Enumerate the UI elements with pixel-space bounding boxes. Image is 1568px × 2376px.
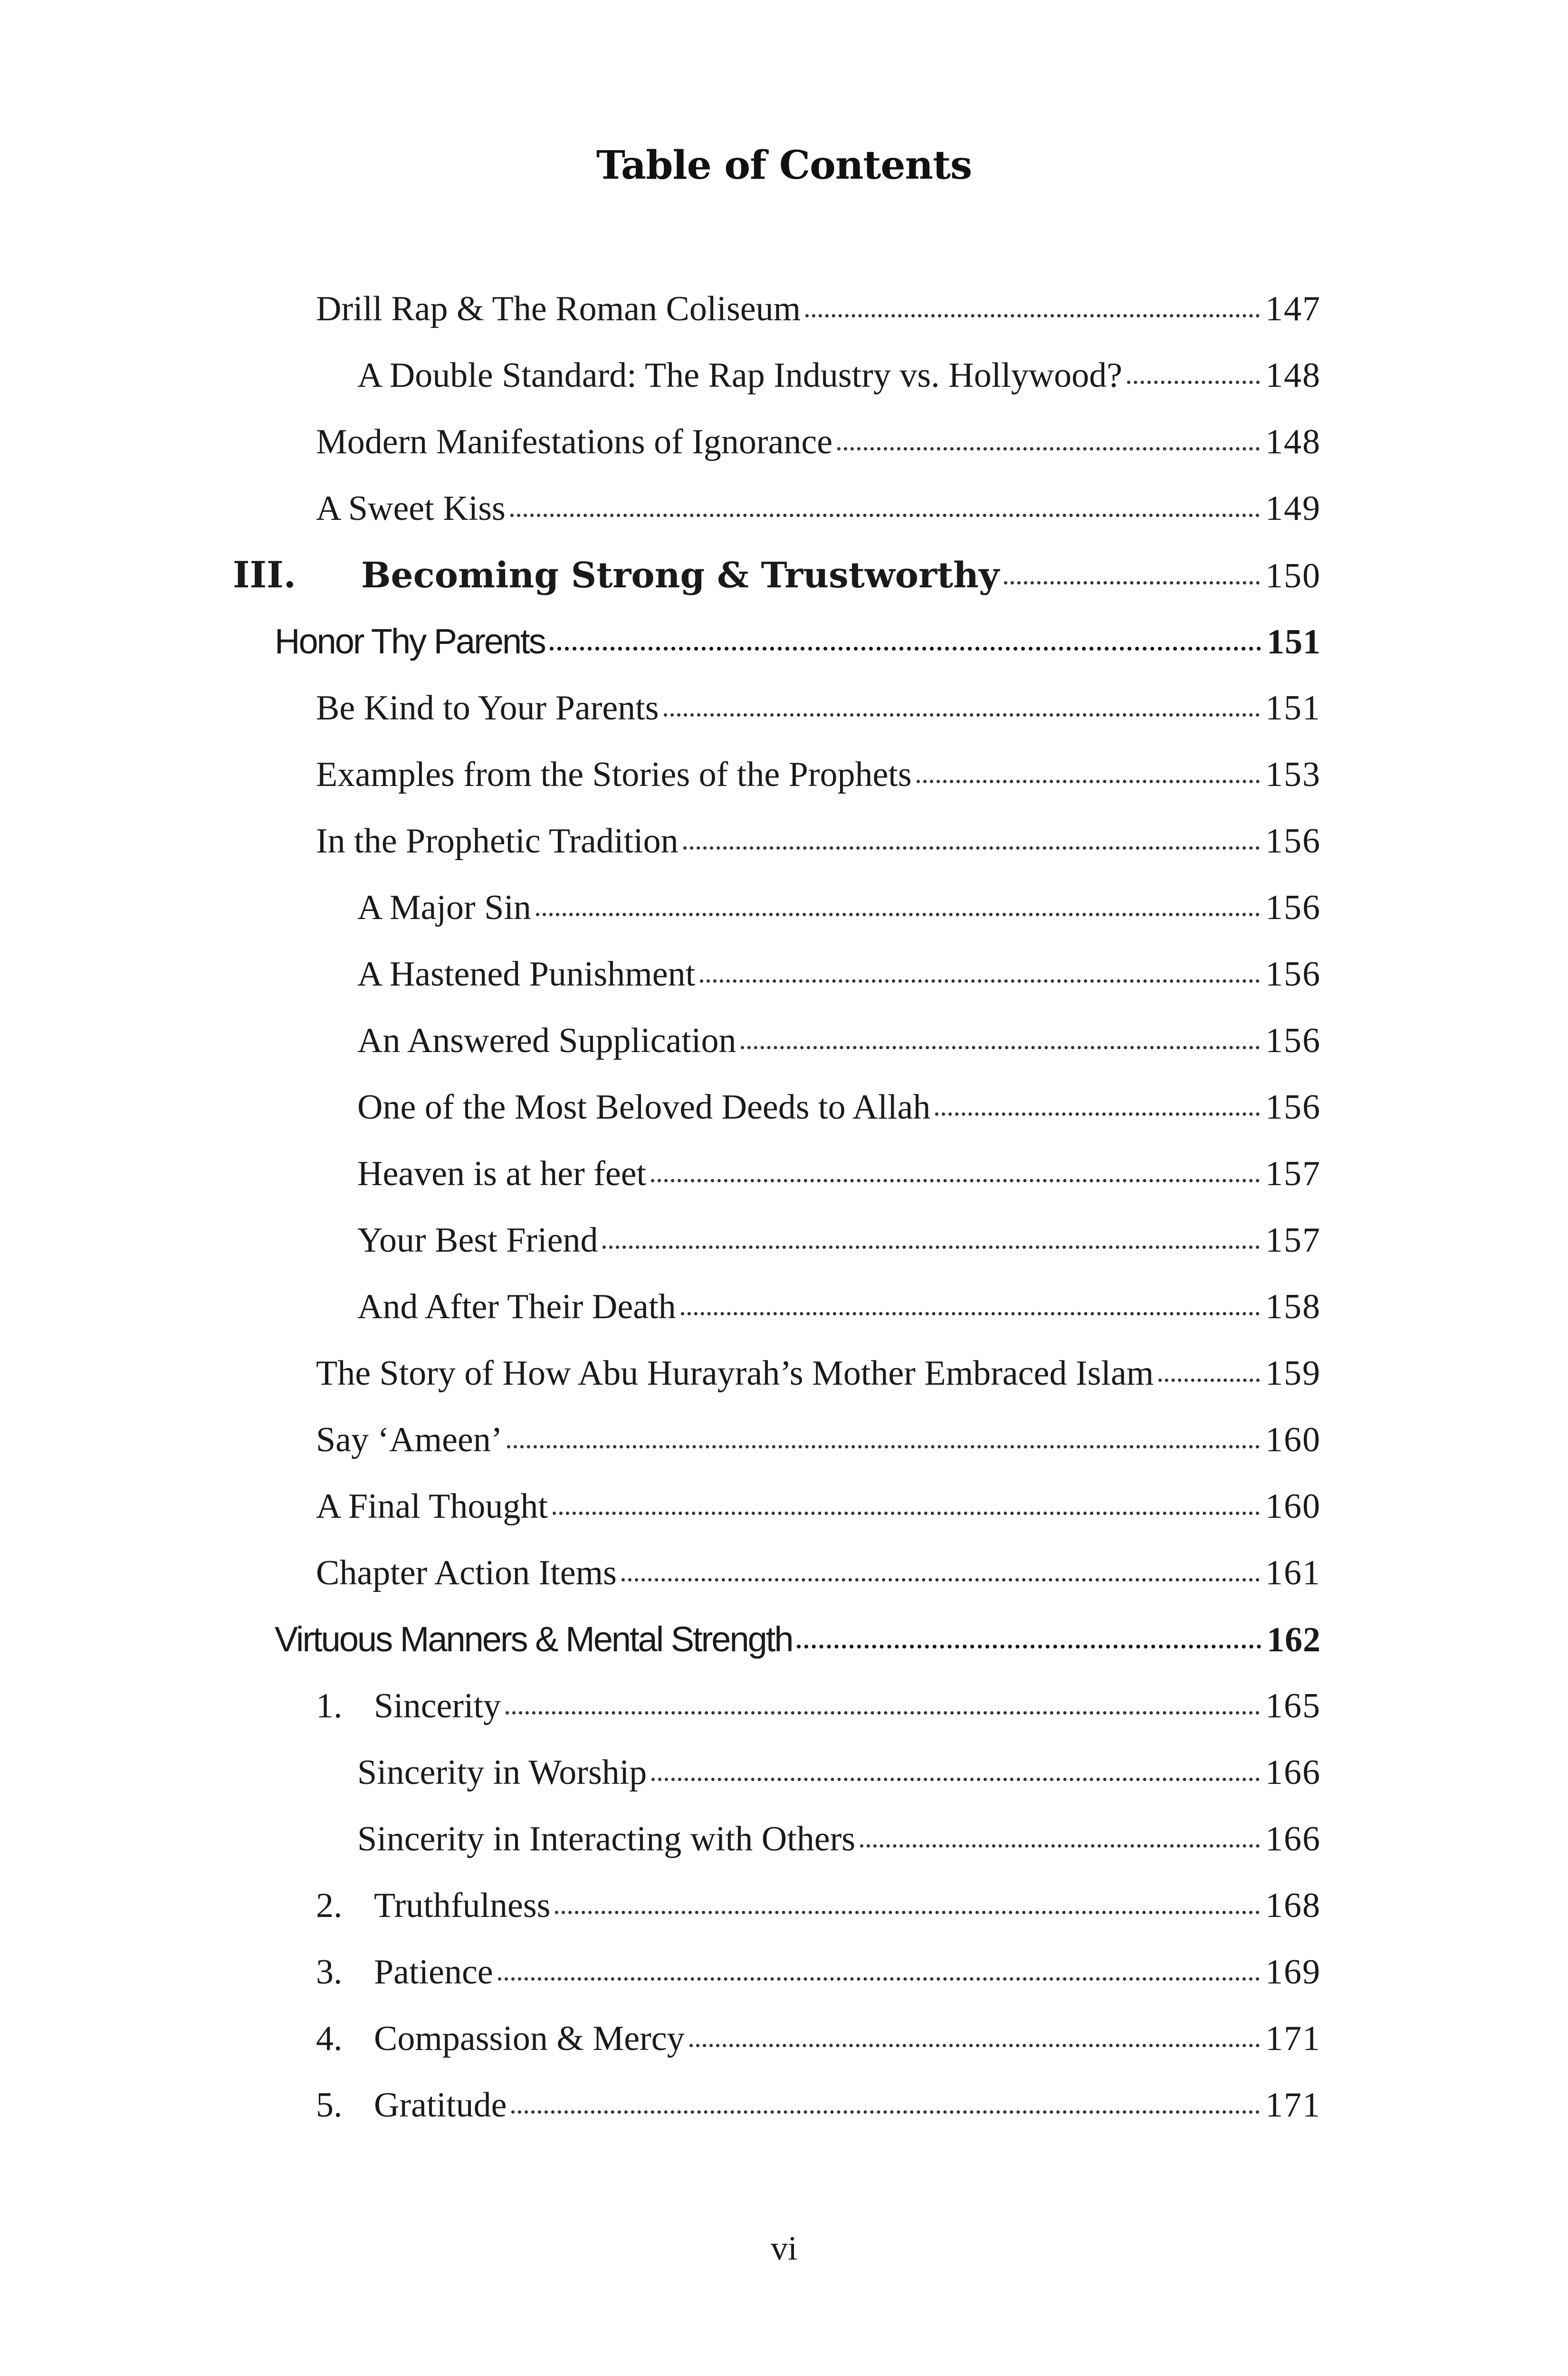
dot-leader: [935, 1111, 1260, 1116]
toc-entry-label: The Story of How Abu Hurayrah’s Mother Embraced Islam: [316, 1354, 1154, 1393]
toc-entry-label: Sincerity in Worship: [357, 1753, 647, 1792]
toc-entry-page: 151: [1267, 623, 1321, 661]
toc-numbered-entry[interactable]: [316, 2077, 1321, 2134]
toc-numbered-entry[interactable]: [316, 1877, 1321, 1934]
toc-entry[interactable]: [316, 1544, 1321, 1601]
toc-entry-page: 156: [1265, 1021, 1321, 1060]
toc-entry-page: 160: [1265, 1487, 1321, 1526]
toc-entry-label: Say ‘Ameen’: [316, 1420, 503, 1459]
toc-entry-page: 168: [1265, 1886, 1321, 1925]
toc-entry-label: Truthfulness: [374, 1886, 551, 1925]
dot-leader: [837, 446, 1260, 450]
dot-leader: [1158, 1378, 1260, 1382]
toc-entry[interactable]: [357, 1212, 1321, 1269]
toc-entry-label: Your Best Friend: [357, 1221, 598, 1260]
toc-entry-page: 157: [1265, 1221, 1321, 1260]
toc-entry-number: 5.: [316, 2086, 343, 2125]
dot-leader: [917, 779, 1260, 783]
dot-leader: [510, 513, 1260, 517]
dot-leader: [507, 1444, 1260, 1448]
dot-leader: [1004, 580, 1260, 584]
toc-entry-page: 169: [1265, 1953, 1321, 1992]
toc-entry-label: A Final Thought: [316, 1487, 548, 1526]
dot-leader: [664, 712, 1260, 717]
toc-entry-label: Drill Rap & The Roman Coliseum: [316, 289, 801, 328]
toc-entry[interactable]: [316, 1345, 1321, 1402]
dot-leader: [681, 1311, 1260, 1315]
toc-entry-page: 156: [1265, 888, 1321, 927]
toc-entry-page: 162: [1267, 1620, 1321, 1659]
toc-entry-label: Examples from the Stories of the Prophets: [316, 755, 912, 794]
toc-entry-label: An Answered Supplication: [357, 1021, 736, 1060]
toc-entry-label: Be Kind to Your Parents: [316, 689, 659, 728]
toc-entry[interactable]: [316, 746, 1321, 803]
toc-entry-page: 157: [1265, 1154, 1321, 1193]
toc-entry[interactable]: [316, 1411, 1321, 1468]
dot-leader: [621, 1577, 1260, 1581]
toc-entry-number: 4.: [316, 2019, 343, 2058]
toc-entry[interactable]: [357, 1278, 1321, 1335]
toc-entry[interactable]: [357, 347, 1321, 404]
toc-entry[interactable]: [316, 680, 1321, 737]
toc-part-entry[interactable]: [233, 546, 1321, 604]
toc-entry[interactable]: [357, 946, 1321, 1003]
dot-leader: [1127, 380, 1260, 384]
toc-entry-label: Sincerity: [374, 1686, 501, 1725]
toc-entry-page: 150: [1265, 556, 1321, 595]
toc-entry-number: 1.: [316, 1686, 343, 1725]
toc-numbered-entry[interactable]: [316, 1677, 1321, 1734]
dot-leader: [553, 1511, 1260, 1515]
toc-part-number: III.: [233, 554, 296, 596]
toc-entry-label: A Double Standard: The Rap Industry vs. Hollywood?: [357, 356, 1123, 395]
toc-entry-page: 151: [1265, 689, 1321, 728]
toc-entry[interactable]: [316, 480, 1321, 537]
toc-entry-number: 2.: [316, 1886, 343, 1925]
dot-leader: [700, 978, 1260, 983]
toc-entry[interactable]: [357, 1079, 1321, 1136]
toc-entry-label: Gratitude: [374, 2086, 507, 2125]
dot-leader: [511, 2109, 1260, 2114]
toc-entry-page: 147: [1265, 289, 1321, 328]
toc-chapter-entry[interactable]: [275, 1611, 1321, 1668]
toc-entry-label: Chapter Action Items: [316, 1553, 617, 1592]
dot-leader: [602, 1245, 1260, 1249]
toc-entry[interactable]: [357, 1811, 1321, 1868]
toc-entry[interactable]: [357, 1145, 1321, 1202]
toc-entry[interactable]: [316, 1478, 1321, 1535]
toc-entry-page: 149: [1265, 489, 1321, 528]
toc-entry[interactable]: [357, 879, 1321, 936]
toc-entry-page: 171: [1265, 2086, 1321, 2125]
toc-entry-label: A Major Sin: [357, 888, 531, 927]
toc-entry[interactable]: [316, 280, 1321, 337]
dot-leader: [651, 1777, 1260, 1781]
toc-entry-label: Honor Thy Parents: [275, 622, 545, 661]
toc-entry-label: Heaven is at her feet: [357, 1154, 647, 1193]
toc-numbered-entry[interactable]: [316, 1944, 1321, 2001]
toc-entry-page: 165: [1265, 1686, 1321, 1725]
dot-leader: [805, 313, 1260, 317]
toc-entry-page: 166: [1265, 1820, 1321, 1859]
toc-entry-page: 166: [1265, 1753, 1321, 1792]
toc-entry-label: Virtuous Manners & Mental Strength: [275, 1619, 793, 1659]
page-number: vi: [770, 2229, 797, 2267]
toc-entry-page: 171: [1265, 2019, 1321, 2058]
dot-leader: [550, 646, 1261, 651]
toc-entry-page: 158: [1265, 1287, 1321, 1326]
toc-numbered-entry[interactable]: [316, 2010, 1321, 2067]
dot-leader: [506, 1710, 1260, 1715]
toc-entry-page: 160: [1265, 1420, 1321, 1459]
dot-leader: [797, 1644, 1261, 1648]
dot-leader: [498, 1976, 1260, 1981]
dot-leader: [683, 845, 1260, 850]
page-title: Table of Contents: [596, 143, 972, 188]
dot-leader: [860, 1843, 1260, 1848]
toc-entry-page: 148: [1265, 422, 1321, 461]
dot-leader: [651, 1178, 1260, 1182]
toc-entry-label: Modern Manifestations of Ignorance: [316, 422, 833, 461]
toc-entry-page: 156: [1265, 955, 1321, 994]
dot-leader: [555, 1910, 1260, 1914]
toc-entry-label: Becoming Strong & Trustworthy: [361, 555, 999, 596]
toc-entry-label: Patience: [374, 1953, 493, 1992]
toc-entry[interactable]: [316, 413, 1321, 470]
toc-entry-label: In the Prophetic Tradition: [316, 822, 679, 861]
toc-entry-page: 159: [1265, 1354, 1321, 1393]
toc-entry-page: 153: [1265, 755, 1321, 794]
toc-entry[interactable]: [357, 1012, 1321, 1069]
toc-entry-page: 156: [1265, 1088, 1321, 1127]
toc-entry-label: Compassion & Mercy: [374, 2019, 685, 2058]
toc-entry-label: Sincerity in Interacting with Others: [357, 1820, 856, 1859]
toc-entry-page: 161: [1265, 1553, 1321, 1592]
toc-chapter-entry[interactable]: [275, 613, 1321, 670]
dot-leader: [741, 1045, 1260, 1049]
toc-entry-number: 3.: [316, 1953, 343, 1992]
toc-entry-label: A Hastened Punishment: [357, 955, 696, 994]
toc-entry-page: 156: [1265, 822, 1321, 861]
toc-entry[interactable]: [357, 1744, 1321, 1801]
dot-leader: [536, 912, 1260, 916]
dot-leader: [689, 2043, 1260, 2047]
toc-entry-page: 148: [1265, 356, 1321, 395]
toc-entry[interactable]: [316, 813, 1321, 870]
toc-entry-label: And After Their Death: [357, 1287, 676, 1326]
toc-entry-label: One of the Most Beloved Deeds to Allah: [357, 1088, 931, 1127]
toc-entry-label: A Sweet Kiss: [316, 489, 506, 528]
